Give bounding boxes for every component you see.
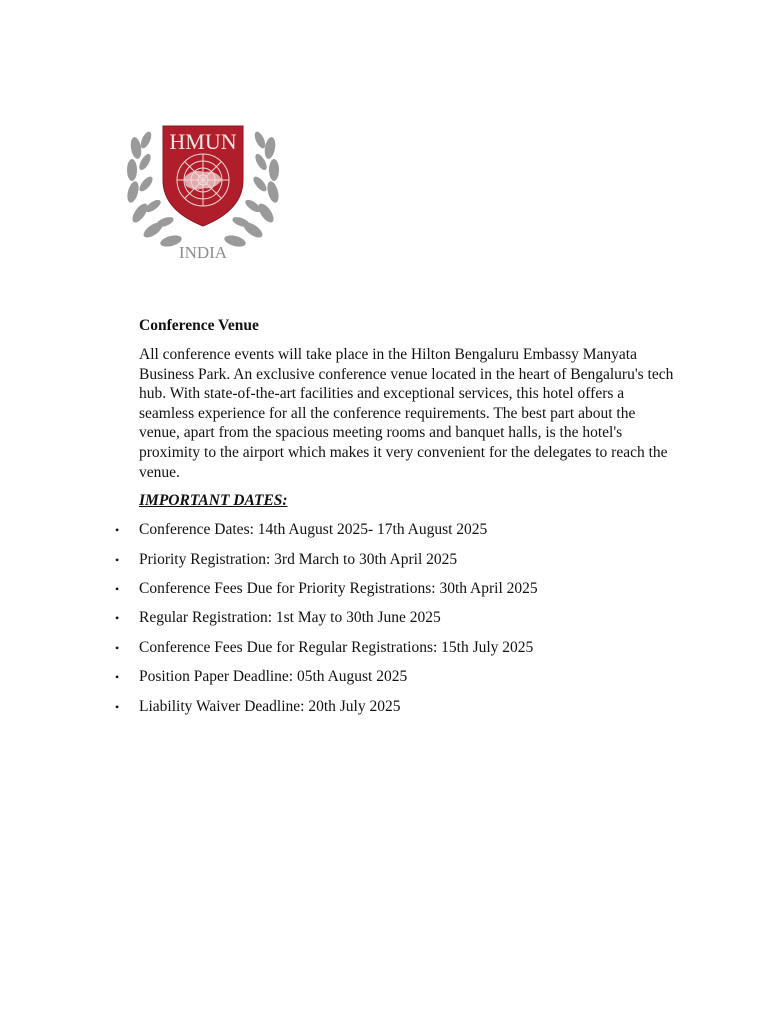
important-dates-list — [115, 520, 679, 716]
date-item-text: Position Paper Deadline: 05th August 2025 — [139, 668, 408, 686]
bullet-icon: • — [115, 523, 120, 538]
bullet-icon: • — [115, 611, 120, 626]
list-item — [115, 667, 679, 687]
logo-emblem — [122, 118, 284, 266]
list-item — [115, 579, 679, 599]
list-item — [115, 550, 679, 570]
list-item — [115, 520, 679, 540]
bullet-icon: • — [115, 670, 120, 685]
logo-bottom-text: INDIA — [178, 243, 228, 262]
important-dates-title: IMPORTANT DATES: — [139, 492, 288, 510]
bullet-icon: • — [115, 699, 120, 714]
bullet-icon: • — [115, 640, 120, 655]
list-item — [115, 638, 679, 658]
list-item — [115, 697, 679, 717]
date-item-text: Priority Registration: 3rd March to 30th April 2025 — [139, 550, 458, 568]
date-item-text: Conference Fees Due for Priority Registrations: 30th April 2025 — [139, 579, 538, 597]
document-body — [115, 316, 679, 726]
date-item-text: Regular Registration: 1st May to 30th June 2025 — [139, 609, 441, 627]
venue-paragraph: All conference events will take place in the Hilton Bengaluru Embassy Manyata Business Park. An exclusive conference venue located in the heart of Bengaluru's tech hub. With state-of-the-art facilities and exceptional services, this hotel offers a seamless experience for all the conference requirements. The best part about the venue, apart from the spacious meeting rooms and banquet halls, is the hotel's proximity to the airport which makes it very convenient for the delegates to reach the venue. — [139, 346, 674, 481]
date-item-text: Conference Dates: 14th August 2025- 17th August 2025 — [139, 521, 488, 539]
logo-top-text: HMUN — [169, 129, 237, 154]
hmun-india-logo — [122, 118, 284, 266]
date-item-text: Conference Fees Due for Regular Registrations: 15th July 2025 — [139, 638, 534, 656]
bullet-icon: • — [115, 581, 120, 596]
list-item — [115, 608, 679, 628]
bullet-icon: • — [115, 552, 120, 567]
venue-heading: Conference Venue — [139, 317, 259, 334]
date-item-text: Liability Waiver Deadline: 20th July 2025 — [139, 697, 401, 715]
